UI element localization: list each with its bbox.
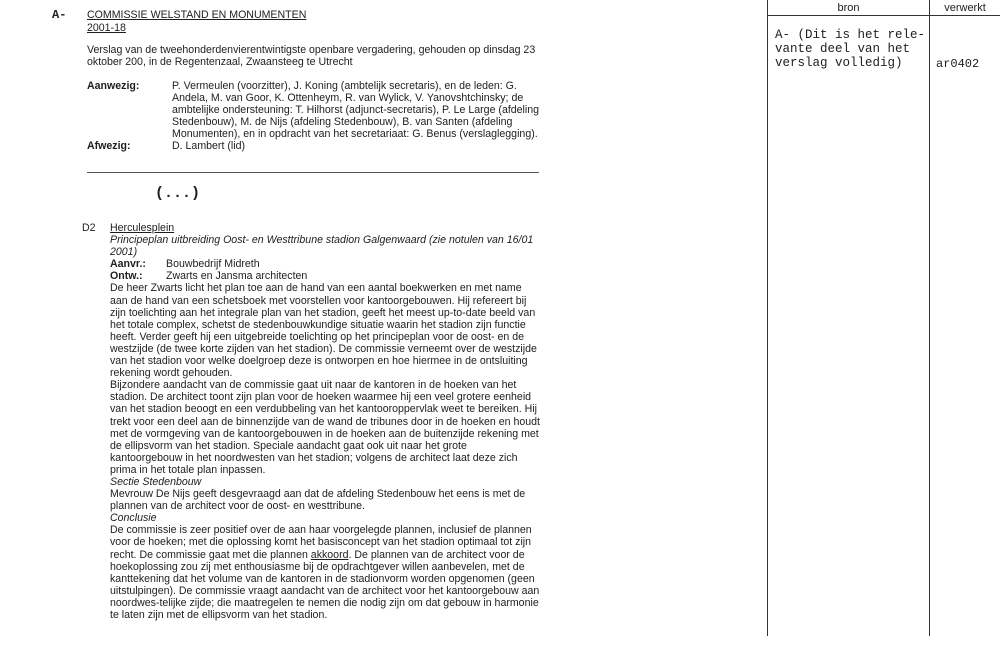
section-marker: A- (52, 8, 67, 22)
table-border-left (767, 0, 768, 636)
conclusion-label: Conclusie (110, 512, 157, 525)
table-header-rule (767, 15, 1000, 16)
designer-value: Zwarts en Jansma architecten (166, 270, 308, 283)
column-header-bron: bron (837, 2, 860, 14)
section-text: Mevrouw De Nijs geeft desgevraagd aan dat de afdeling Stedenbouw het eens is met de plannen van de architect voor de oost- en westtribune. (110, 488, 526, 513)
designer-label: Ontw.: (110, 270, 143, 283)
committee-title: COMMISSIE WELSTAND EN MONUMENTEN (87, 9, 307, 21)
agenda-item (110, 222, 540, 621)
attendance-absent (87, 140, 547, 152)
conclusion-emphasis: akkoord (310, 548, 349, 561)
conclusion-after: . De plannen van de architect voor de hoekoplossing zou zij met enthousiasme bij de opdrachtgever willen aanbevelen, met de kanttekening dat het volume van de kantoren in de stadionvorm worden opgenomen (geen uitstulpingen). De commissie vraagt aandacht van de architect voor het kantoorgebouw aan noordwes-telijke zijde; die maatregelen te nemen die nodig zijn om dat gebouw in harmonie te laten zijn met de ellipsvorm van het stadion. (110, 548, 540, 621)
attendance-block (87, 80, 547, 153)
section-label: Sectie Stedenbouw (110, 475, 202, 488)
applicant-value: Bouwbedrijf Midreth (166, 258, 260, 271)
present-label: Aanwezig: (87, 80, 140, 92)
paragraph-1: De heer Zwarts licht het plan toe aan de hand van een aantal boekwerken en met name aan de hand van een schetsboek met voorstellen voor kantoorgebouwen. Hij refereert bij zijn toelichting aan het integrale plan van het stadion, geeft het meest up-to-date beeld van het totale complex, schetst de stedenbouwkundige situatie waarin het stadion zijn functie heeft. Verder geeft hij een uitgebreide toelichting op het principeplan voor de oost- en de westzijde (de twee korte zijden van het stadion). De commissie verneemt over de westzijde van het stadion voor welke doelgroep deze is ontworpen en hoe hiermee in de ontsluiting rekening wordt gehouden. (110, 282, 537, 380)
designer-row (110, 270, 540, 282)
divider (87, 172, 539, 173)
column-header-verwerkt: verwerkt (944, 2, 986, 14)
applicant-label: Aanvr.: (110, 258, 146, 271)
conclusion-before: De commissie is zeer positief over de aan haar voorgelegde plannen, inclusief de plannen voor de hoeken; met die oplossing komt het basisconcept van het stadion optimaal tot zijn recht. De commissie gaat met die plannen (110, 524, 532, 561)
applicant-row (110, 258, 540, 270)
bron-cell: A- (Dit is het rele- vante deel van het verslag volledig) (775, 28, 926, 70)
table-border-middle (929, 0, 930, 636)
item-subject: Principeplan uitbreiding Oost- en Westtribune stadion Galgenwaard (zie notulen van 16/01 2001) (110, 234, 534, 259)
absent-label: Afwezig: (87, 140, 131, 153)
item-location: Herculesplein (110, 222, 175, 234)
attendance-present (87, 80, 547, 140)
report-number: 2001-18 (87, 21, 126, 34)
omission-marker: (...) (155, 185, 201, 202)
report-intro: Verslag van de tweehonderdenvierentwintigste openbare vergadering, gehouden op dinsdag 23 oktober 200, in de Regentenzaal, Zwaansteeg te Utrecht (87, 44, 536, 69)
present-value: P. Vermeulen (voorzitter), J. Koning (ambtelijk secretaris), en de leden: G. Andela, M. van Goor, K. Ottenheym, R. van Wylick, V. Yanovshtchinsky; de ambtelijke ondersteuning: T. Hilhorst (adjunct-secretaris), P. Le Large (afdeling Stedenbouw), M. de Nijs (afdeling Stedenbouw), B. van Santen (afdeling Monumenten), en in opdracht van het secretariaat: G. Benus (verslaglegging). (172, 80, 540, 141)
item-number: D2 (82, 222, 96, 234)
paragraph-2: Bijzondere aandacht van de commissie gaat uit naar de kantoren in de hoeken van het stadion. De architect toont zijn plan voor de hoeken waarmee hij een veel grotere eenheid van het stadion beoogt en een verdubbeling van het kantooroppervlak weet te bereiken. Hij trekt voor een deel aan de binnenzijde van de wand de tribunes door in de hoeken en houdt met de vormgeving van de kantoorgebouwen in de hoeken aan de buitenzijde rekening met de ellipsvorm van het stadion. Speciale aandacht gaat ook uit naar het grote kantoorgebouw in het noordwesten van het stadion; volgens de architect laat deze zich prima in het totale plan inpassen. (110, 379, 540, 476)
conclusion-text (110, 524, 540, 621)
absent-value: D. Lambert (lid) (172, 140, 245, 153)
document-heading (87, 9, 306, 34)
verwerkt-cell: ar0402 (936, 57, 980, 71)
